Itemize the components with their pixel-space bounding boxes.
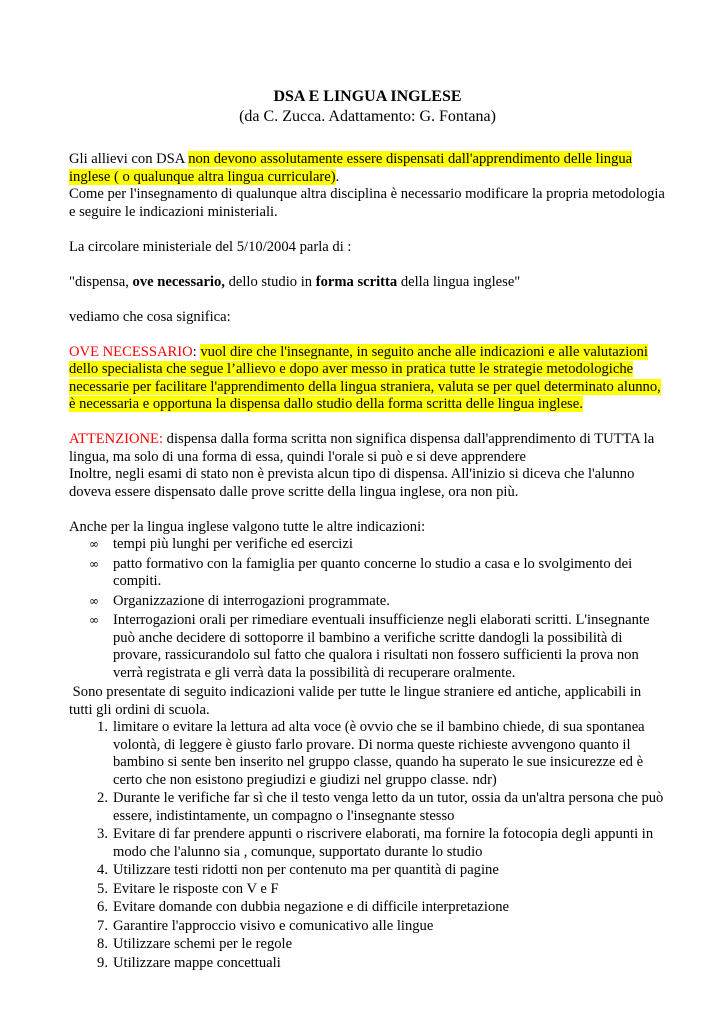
- quote-bold-ove: ove necessario,: [132, 273, 225, 290]
- circolare-paragraph: La circolare ministeriale del 5/10/2004 parla di :: [69, 238, 352, 255]
- ove-highlight: vuol dire che l'insegnante, in seguito anche alle indicazioni e alle valutazioni dello specialista che segue l’allievo e dopo aver messo in pratica tutte le strategie metodologiche necessarie per facilitare l'apprendimento della lingua straniera, valuta se per quel determinato alunno, è necessaria e opportuna la dispensa dallo studio della forma scritta delle lingua inglese.: [69, 343, 661, 412]
- list-item-text: Organizzazione di interrogazioni programmate.: [113, 592, 390, 609]
- infinity-bullet-icon: ∞: [89, 593, 99, 608]
- item-number: 4.: [97, 862, 108, 878]
- document-title: DSA E LINGUA INGLESE: [273, 88, 462, 105]
- item-number: 3.: [97, 826, 108, 842]
- item-text: Utilizzare schemi per le regole: [113, 936, 293, 952]
- numbered-item: [97, 862, 666, 880]
- attenzione-line2: Inoltre, negli esami di stato non è prevista alcun tipo di dispensa. All'inizio si diceva che l'alunno doveva essere dispensato dalle prove scritte della lingua inglese, ora non più.: [69, 466, 635, 500]
- numbered-item: [97, 954, 666, 973]
- numbered-item: [97, 899, 666, 917]
- list-item: [89, 592, 666, 611]
- item-text: Evitare di far prendere appunti o riscrivere elaborati, ma fornire la fotocopia degli appunti in modo che l'alunno sia , comunque, supportato durante lo studio: [113, 826, 654, 860]
- ove-label: OVE NECESSARIO: [69, 343, 193, 360]
- quote-part: dello studio in: [224, 273, 316, 290]
- intro-post: .: [335, 168, 340, 185]
- attenzione-label: ATTENZIONE:: [69, 431, 164, 447]
- list-item-text: tempi più lunghi per verifiche ed esercizi: [113, 536, 353, 552]
- list-item: [89, 536, 666, 554]
- quote-part: della lingua inglese": [397, 273, 521, 290]
- sono-paragraph: Sono presentate di seguito indicazioni valide per tutte le lingue straniere ed antiche, applicabili in tutti gli ordini di scuola.: [69, 684, 645, 718]
- infinity-bullet-icon: ∞: [89, 537, 99, 551]
- quote-part: "dispensa,: [69, 273, 133, 290]
- vediamo-paragraph: vediamo che cosa significa:: [69, 308, 231, 325]
- intro-paragraph: [69, 151, 666, 186]
- list-item-text: patto formativo con la famiglia per quanto concerne lo studio a casa e lo svolgimento dei compiti.: [113, 555, 633, 589]
- infinity-bullet-icon: ∞: [89, 613, 99, 627]
- item-text: Utilizzare mappe concettuali: [113, 954, 281, 971]
- numbered-list: [69, 719, 666, 972]
- numbered-item: [97, 790, 666, 825]
- list-item-text: Interrogazioni orali per rimediare eventuali insufficienze negli elaborati scritti. L'insegnante può anche decidere di sottoporre il bambino a verifiche scritte dandogli la possibilità di provare, rassicurandolo sul fatto che qualora i risultati non fossero sufficienti la prova non verrà registrata e gli verrà data la possibilità di recuperare oralmente.: [113, 612, 650, 681]
- ove-paragraph: [69, 344, 666, 414]
- intro-pre: Gli allievi con DSA: [69, 151, 189, 167]
- item-text: Durante le verifiche far sì che il testo venga letto da un tutor, ossia da un'altra persona che può essere, indistintamente, un compagno o l'insegnante stesso: [113, 790, 664, 824]
- attenzione-text: dispensa dalla forma scritta non significa dispensa dall'apprendimento di TUTTA la lingua, ma solo di una forma di essa, quindi l'orale si può e si deve apprendere: [69, 431, 655, 465]
- item-text: Garantire l'approccio visivo e comunicativo alle lingue: [113, 917, 434, 934]
- item-number: 9.: [97, 954, 108, 971]
- numbered-item: [97, 917, 666, 936]
- list-item: [89, 612, 666, 682]
- quote-bold-forma: forma scritta: [315, 273, 398, 290]
- item-text: Evitare domande con dubbia negazione e di difficile interpretazione: [113, 899, 510, 915]
- document-subtitle: (da C. Zucca. Adattamento: G. Fontana): [239, 108, 496, 125]
- attenzione-paragraph: [69, 431, 666, 466]
- numbered-item: [97, 826, 666, 861]
- item-number: 5.: [97, 880, 108, 897]
- anche-paragraph: Anche per la lingua inglese valgono tutte le altre indicazioni:: [69, 518, 426, 535]
- item-number: 6.: [97, 899, 108, 915]
- numbered-item: [97, 880, 666, 899]
- intro-line2: Come per l'insegnamento di qualunque altra disciplina è necessario modificare la propria metodologia e seguire le indicazioni ministeriali.: [69, 186, 665, 220]
- numbered-item: [97, 719, 666, 789]
- item-text: Evitare le risposte con V e F: [113, 880, 279, 897]
- intro-highlight: non devono assolutamente essere dispensati dall'apprendimento delle lingua inglese ( o qualunque altra lingua curriculare): [69, 151, 633, 185]
- item-number: 7.: [97, 917, 108, 934]
- quote-paragraph: [69, 274, 666, 292]
- item-text: limitare o evitare la lettura ad alta voce (è ovvio che se il bambino chiede, di sua spontanea volontà, di leggere è giusto farlo provare. Di norma queste richieste avvengono quanto il bambino si sente ben inserito nel gruppo classe, quando ha superato le sue insicurezze ed è certo che non esistono pregiudizi e giudizi nel gruppo classe. ndr): [113, 719, 645, 788]
- numbered-item: [97, 936, 666, 954]
- list-item: [89, 555, 666, 591]
- item-number: 2.: [97, 790, 108, 806]
- item-text: Utilizzare testi ridotti non per contenuto ma per quantità di pagine: [113, 862, 499, 878]
- infinity-bullet-icon: ∞: [89, 556, 99, 571]
- item-number: 1.: [97, 719, 108, 735]
- ove-colon: :: [192, 343, 201, 360]
- item-number: 8.: [97, 936, 108, 952]
- bullet-list: [69, 536, 666, 682]
